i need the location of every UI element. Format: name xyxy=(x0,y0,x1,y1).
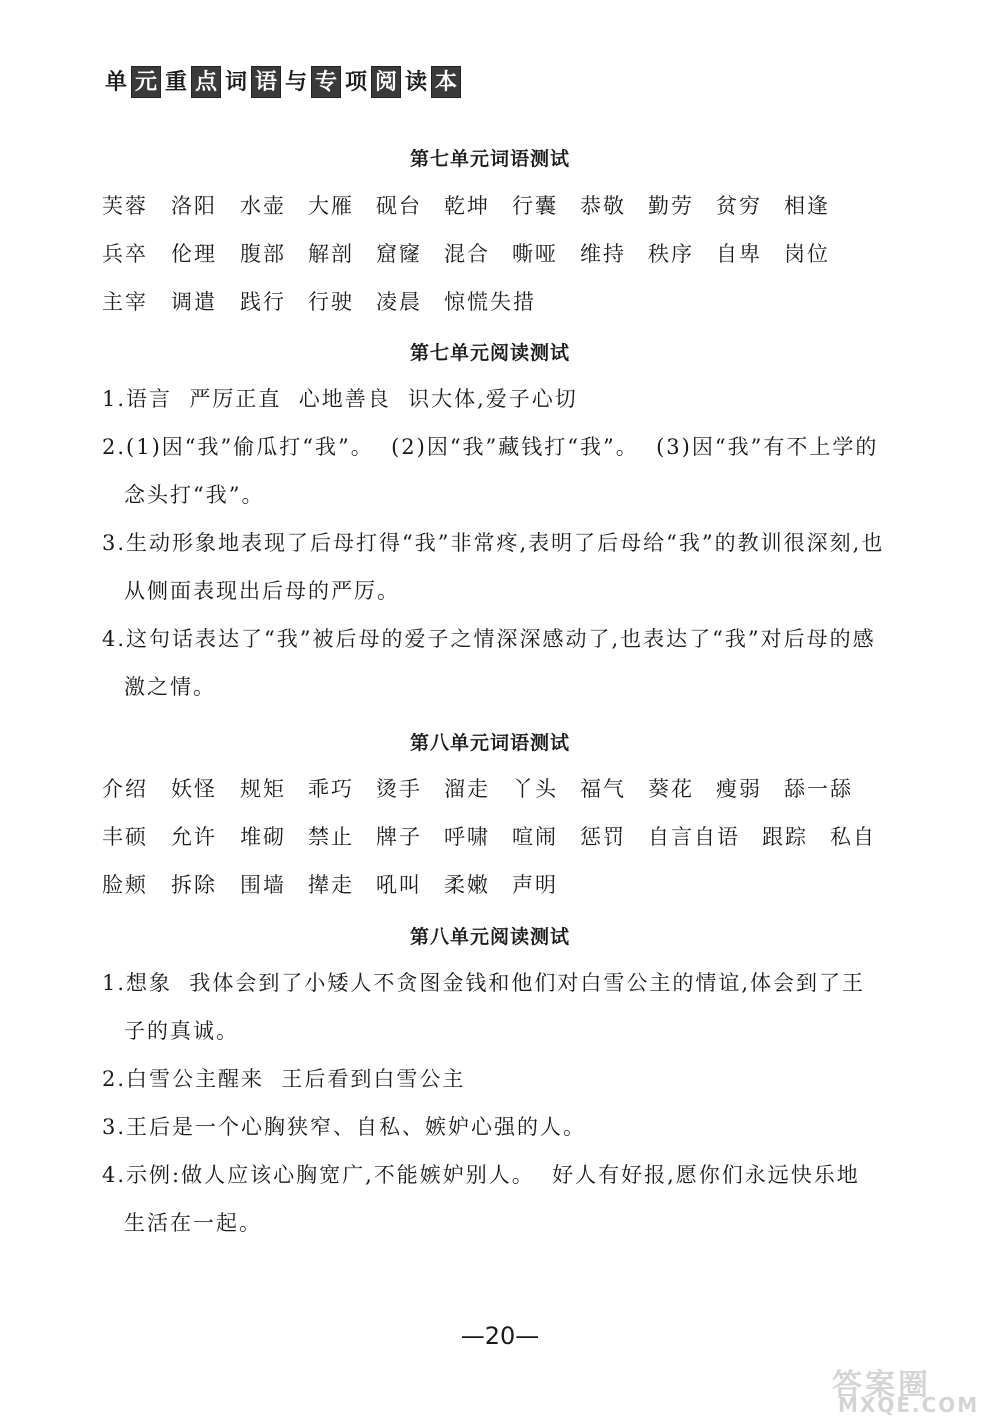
header-char: 与 xyxy=(284,69,307,95)
header-char: 项 xyxy=(344,69,367,95)
watermark-logo: 答案圈 xyxy=(832,1368,931,1403)
vocab-word: 妖怪 xyxy=(171,777,217,801)
unit7-reading-title: 第七单元阅读测试 xyxy=(409,342,570,364)
vocab-word: 声明 xyxy=(512,873,558,897)
answer-line: 2.白雪公主醒来 王后看到白雪公主 xyxy=(102,1067,466,1091)
vocab-word: 伦理 xyxy=(171,242,217,266)
vocab-word: 堆砌 xyxy=(240,825,286,849)
vocab-word: 嘶哑 xyxy=(512,242,558,266)
vocab-word: 跟踪 xyxy=(762,825,808,849)
vocab-word: 禁止 xyxy=(308,825,354,849)
vocab-word: 践行 xyxy=(240,290,286,314)
answer-line: 1.想象 我体会到了小矮人不贪图金钱和他们对白雪公主的情谊,体会到了王 xyxy=(102,971,866,995)
vocab-word: 惩罚 xyxy=(580,825,626,849)
page-number: —20— xyxy=(460,1322,540,1350)
vocab-word: 凌晨 xyxy=(376,290,422,314)
unit7-vocab-title: 第七单元词语测试 xyxy=(409,148,570,170)
header-char: 语 xyxy=(251,66,281,98)
vocab-word: 秩序 xyxy=(648,242,694,266)
answer-line: 从侧面表现出后母的严厉。 xyxy=(124,579,400,603)
vocab-word: 呼啸 xyxy=(444,825,490,849)
vocab-word: 勤劳 xyxy=(648,194,694,218)
header-char: 重 xyxy=(164,69,187,95)
header-char: 词 xyxy=(224,69,247,95)
vocab-word: 围墙 xyxy=(240,873,286,897)
header-char: 专 xyxy=(311,66,341,98)
vocab-word: 葵花 xyxy=(648,777,694,801)
unit7-vocab-row-3 xyxy=(0,286,1000,326)
header-char: 单 xyxy=(104,69,127,95)
unit8-vocab-title: 第八单元词语测试 xyxy=(409,732,570,754)
vocab-word: 岗位 xyxy=(784,242,830,266)
vocab-word: 行囊 xyxy=(512,194,558,218)
answer-line: 生活在一起。 xyxy=(124,1211,262,1235)
unit7-vocab-row-2 xyxy=(0,238,1000,278)
vocab-word: 主宰 xyxy=(102,290,148,314)
answer-line: 4.这句话表达了“我”被后母的爱子之情深深感动了,也表达了“我”对后母的感 xyxy=(102,627,876,651)
vocab-word: 自言自语 xyxy=(648,825,740,849)
vocab-word: 福气 xyxy=(580,777,626,801)
header-char: 本 xyxy=(431,66,461,98)
watermark-url: MXQE.COM xyxy=(838,1393,980,1417)
answer-line: 4.示例:做人应该心胸宽广,不能嫉妒别人。 好人有好报,愿你们永远快乐地 xyxy=(102,1163,860,1187)
vocab-word: 窟窿 xyxy=(376,242,422,266)
vocab-word: 混合 xyxy=(444,242,490,266)
header-char: 元 xyxy=(131,66,161,98)
answer-line: 子的真诚。 xyxy=(124,1019,239,1043)
unit8-vocab-row-3 xyxy=(0,869,1000,909)
header-char: 点 xyxy=(191,66,221,98)
vocab-word: 砚台 xyxy=(376,194,422,218)
vocab-word: 乖巧 xyxy=(308,777,354,801)
answer-line: 激之情。 xyxy=(124,675,216,699)
vocab-word: 脸颊 xyxy=(102,873,148,897)
vocab-word: 芙蓉 xyxy=(102,194,148,218)
vocab-word: 牌子 xyxy=(376,825,422,849)
header-char: 阅 xyxy=(371,66,401,98)
vocab-word: 调遣 xyxy=(171,290,217,314)
vocab-word: 维持 xyxy=(580,242,626,266)
vocab-word: 溜走 xyxy=(444,777,490,801)
vocab-word: 解剖 xyxy=(308,242,354,266)
answer-line: 1.语言 严厉正直 心地善良 识大体,爱子心切 xyxy=(102,387,578,411)
vocab-word: 规矩 xyxy=(240,777,286,801)
vocab-word: 丰硕 xyxy=(102,825,148,849)
vocab-word: 兵卒 xyxy=(102,242,148,266)
unit8-vocab-row-2 xyxy=(0,821,1000,861)
vocab-word: 乾坤 xyxy=(444,194,490,218)
answer-line: 3.生动形象地表现了后母打得“我”非常疼,表明了后母给“我”的教训很深刻,也 xyxy=(102,531,885,555)
vocab-word: 烫手 xyxy=(376,777,422,801)
vocab-word: 水壶 xyxy=(240,194,286,218)
vocab-word: 柔嫩 xyxy=(444,873,490,897)
vocab-word: 惊慌失措 xyxy=(444,290,536,314)
vocab-word: 舔一舔 xyxy=(784,777,853,801)
vocab-word: 贫穷 xyxy=(716,194,762,218)
vocab-word: 允许 xyxy=(171,825,217,849)
answer-line: 2.(1)因“我”偷瓜打“我”。 (2)因“我”藏钱打“我”。 (3)因“我”有不上学的 xyxy=(102,435,879,459)
unit7-vocab-row-1 xyxy=(0,190,1000,230)
vocab-word: 撵走 xyxy=(308,873,354,897)
vocab-word: 吼叫 xyxy=(376,873,422,897)
vocab-word: 大雁 xyxy=(308,194,354,218)
unit8-reading-title: 第八单元阅读测试 xyxy=(409,926,570,948)
book-header xyxy=(102,64,462,100)
vocab-word: 瘦弱 xyxy=(716,777,762,801)
vocab-word: 丫头 xyxy=(512,777,558,801)
header-char: 读 xyxy=(404,69,427,95)
vocab-word: 介绍 xyxy=(102,777,148,801)
answer-line: 3.王后是一个心胸狭窄、自私、嫉妒心强的人。 xyxy=(102,1115,587,1139)
vocab-word: 腹部 xyxy=(240,242,286,266)
vocab-word: 喧闹 xyxy=(512,825,558,849)
answer-line: 念头打“我”。 xyxy=(124,483,265,507)
vocab-word: 自卑 xyxy=(716,242,762,266)
vocab-word: 私自 xyxy=(830,825,876,849)
unit8-vocab-row-1 xyxy=(0,773,1000,813)
vocab-word: 拆除 xyxy=(171,873,217,897)
vocab-word: 洛阳 xyxy=(171,194,217,218)
vocab-word: 恭敬 xyxy=(580,194,626,218)
vocab-word: 相逢 xyxy=(784,194,830,218)
vocab-word: 行驶 xyxy=(308,290,354,314)
